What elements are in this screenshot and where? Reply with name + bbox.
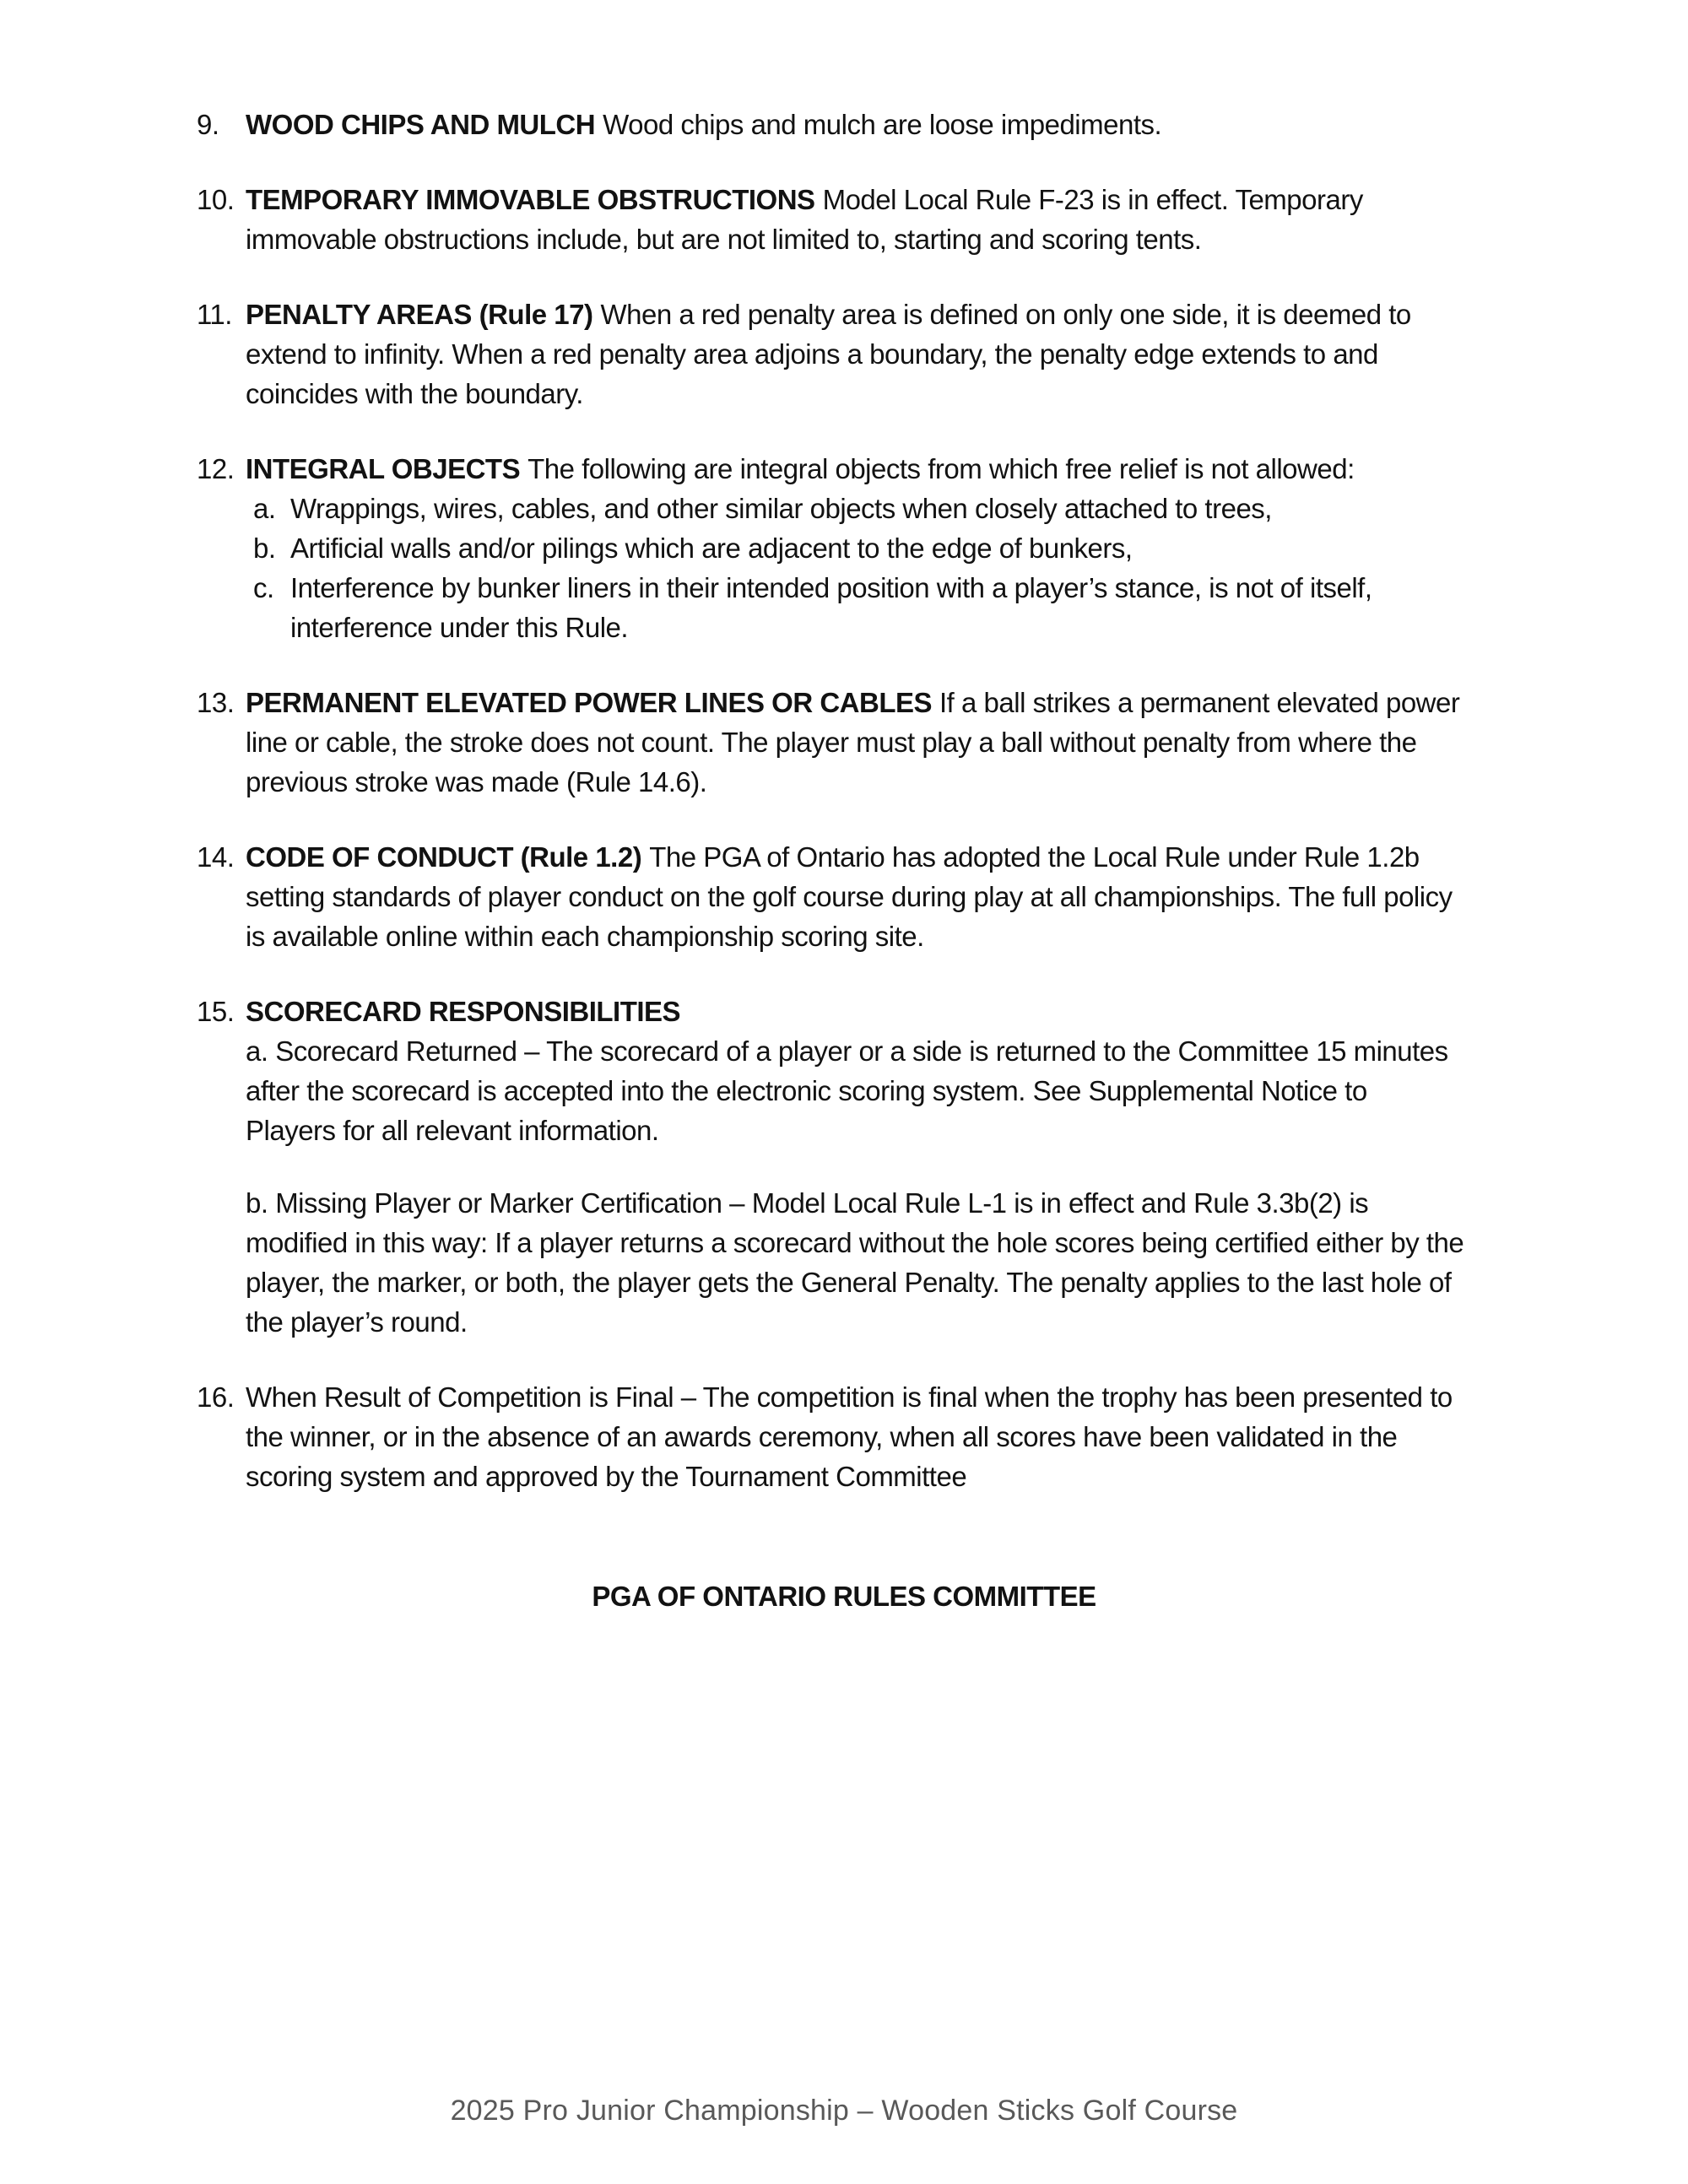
sub-item-b bbox=[253, 528, 1492, 568]
rule-heading: TEMPORARY IMMOVABLE OBSTRUCTIONS bbox=[246, 184, 815, 215]
sub-item-body bbox=[290, 489, 1272, 528]
rule-text-line: Artificial walls and/or pilings which are adjacent to the edge of bunkers, bbox=[290, 532, 1133, 564]
scorecard-returned-paragraph bbox=[246, 1031, 1492, 1150]
rule-body bbox=[246, 295, 1492, 414]
rule-text: Wood chips and mulch are loose impediments. bbox=[603, 109, 1162, 140]
rule-text: If a ball strikes a permanent elevated power bbox=[939, 687, 1460, 718]
rule-text-line bbox=[246, 295, 1492, 334]
rule-body bbox=[246, 992, 1492, 1342]
rule-text: When a red penalty area is defined on only one side, it is deemed to bbox=[600, 299, 1411, 330]
sub-item-c bbox=[253, 568, 1492, 647]
rule-text-line: Interference by bunker liners in their intended position with a player’s stance, is not of itself, bbox=[290, 572, 1372, 603]
rule-text: Model Local Rule F-23 is in effect. Temporary bbox=[822, 184, 1363, 215]
sub-item-letter: c. bbox=[253, 572, 274, 603]
rule-item-14 bbox=[197, 837, 1492, 956]
rule-item-11 bbox=[197, 295, 1492, 414]
missing-certification-paragraph bbox=[246, 1183, 1492, 1342]
rule-body bbox=[246, 180, 1492, 259]
rule-text-line: interference under this Rule. bbox=[290, 612, 629, 643]
rule-text-line: player, the marker, or both, the player gets the General Penalty. The penalty applies to the last hole of bbox=[246, 1267, 1452, 1298]
rule-text-line: Wrappings, wires, cables, and other similar objects when closely attached to trees, bbox=[290, 493, 1272, 524]
rule-text-line: modified in this way: If a player returns a scorecard without the hole scores being certified either by the bbox=[246, 1227, 1464, 1258]
rule-number: 10. bbox=[197, 184, 235, 215]
rule-heading: PERMANENT ELEVATED POWER LINES OR CABLES bbox=[246, 687, 932, 718]
rule-heading: SCORECARD RESPONSIBILITIES bbox=[246, 996, 681, 1027]
rule-body bbox=[246, 1377, 1492, 1496]
rule-text-line bbox=[246, 105, 1492, 144]
rule-text-line bbox=[246, 683, 1492, 722]
rule-text-line: Players for all relevant information. bbox=[246, 1115, 659, 1146]
rule-number: 16. bbox=[197, 1381, 235, 1413]
rule-body bbox=[246, 837, 1492, 956]
rule-number: 14. bbox=[197, 841, 235, 873]
rule-heading: WOOD CHIPS AND MULCH bbox=[246, 109, 596, 140]
rule-body bbox=[246, 105, 1492, 144]
rule-item-13 bbox=[197, 683, 1492, 802]
rule-text-line bbox=[246, 180, 1492, 219]
rule-number: 13. bbox=[197, 687, 235, 718]
rule-item-12 bbox=[197, 449, 1492, 647]
rule-text-line: the player’s round. bbox=[246, 1306, 468, 1338]
rule-text: The following are integral objects from which free relief is not allowed: bbox=[528, 453, 1355, 484]
sub-item-a bbox=[253, 489, 1492, 528]
sub-item-letter: a. bbox=[253, 493, 276, 524]
rule-heading: CODE OF CONDUCT (Rule 1.2) bbox=[246, 841, 642, 873]
rule-text-line: setting standards of player conduct on the golf course during play at all championships. The full policy bbox=[246, 881, 1453, 912]
rule-text-line bbox=[246, 837, 1492, 877]
rule-text-line bbox=[246, 992, 1492, 1031]
rules-list bbox=[197, 105, 1492, 1532]
rule-number: 11. bbox=[197, 299, 232, 330]
rule-number: 12. bbox=[197, 453, 235, 484]
rule-text-line: b. Missing Player or Marker Certification – Model Local Rule L-1 is in effect and Rule 3.3b(2) is bbox=[246, 1187, 1369, 1219]
sub-item-body bbox=[290, 528, 1133, 568]
rule-text-line: immovable obstructions include, but are not limited to, starting and scoring tents. bbox=[246, 224, 1202, 255]
rule-text-line: line or cable, the stroke does not count. The player must play a ball without penalty from where the bbox=[246, 727, 1417, 758]
rule-body bbox=[246, 683, 1492, 802]
rule-text-line: the winner, or in the absence of an awards ceremony, when all scores have been validated in the bbox=[246, 1421, 1398, 1452]
rule-text-line: is available online within each championship scoring site. bbox=[246, 921, 924, 952]
rule-text-line: a. Scorecard Returned – The scorecard of a player or a side is returned to the Committee 15 minutes bbox=[246, 1035, 1448, 1067]
rule-heading: INTEGRAL OBJECTS bbox=[246, 453, 521, 484]
rule-text-line: extend to infinity. When a red penalty area adjoins a boundary, the penalty edge extends to and bbox=[246, 338, 1378, 370]
rule-item-15 bbox=[197, 992, 1492, 1342]
rule-text-line: When Result of Competition is Final – The competition is final when the trophy has been presented to bbox=[246, 1381, 1453, 1413]
rule-item-10 bbox=[197, 180, 1492, 259]
rule-item-16 bbox=[197, 1377, 1492, 1496]
rule-heading: PENALTY AREAS (Rule 17) bbox=[246, 299, 593, 330]
rule-item-9 bbox=[197, 105, 1492, 144]
rule-number: 9. bbox=[197, 109, 219, 140]
sub-item-letter: b. bbox=[253, 532, 276, 564]
rule-text-line bbox=[246, 449, 1492, 489]
rule-number: 15. bbox=[197, 996, 235, 1027]
page-footer: 2025 Pro Junior Championship – Wooden Sticks Golf Course bbox=[450, 2095, 1238, 2127]
rule-text-line: scoring system and approved by the Tournament Committee bbox=[246, 1461, 967, 1492]
rule-text: The PGA of Ontario has adopted the Local Rule under Rule 1.2b bbox=[649, 841, 1420, 873]
rule-body bbox=[246, 449, 1492, 647]
rule-text-line: previous stroke was made (Rule 14.6). bbox=[246, 766, 707, 797]
sub-item-body bbox=[290, 568, 1372, 647]
rule-text-line: after the scorecard is accepted into the electronic scoring system. See Supplemental Notice to bbox=[246, 1075, 1367, 1106]
rule-text-line: coincides with the boundary. bbox=[246, 378, 583, 409]
committee-heading: PGA OF ONTARIO RULES COMMITTEE bbox=[592, 1581, 1096, 1612]
